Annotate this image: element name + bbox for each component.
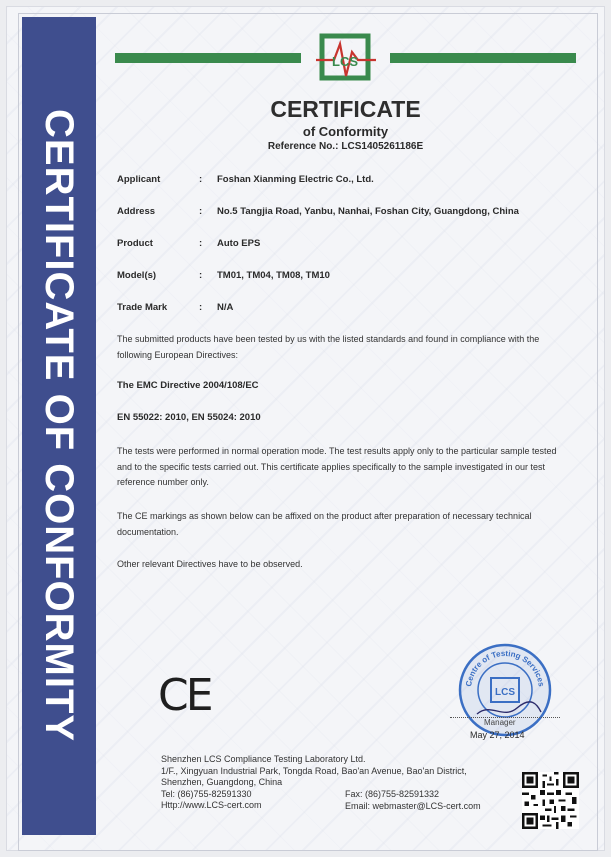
field-colon: : <box>199 238 203 249</box>
footer-web: Http://www.LCS-cert.com <box>161 800 262 811</box>
field-label: Address <box>117 206 156 217</box>
side-banner-title: CERTIFICATE OF CONFORMITY <box>37 109 81 743</box>
footer-email: Email: webmaster@LCS-cert.com <box>345 800 481 811</box>
footer-address-line-1: 1/F., Xingyuan Industrial Park, Tongda Road, Bao'an Avenue, Bao'an District, <box>161 765 467 776</box>
field-value: Foshan Xianming Electric Co., Ltd. <box>217 174 374 185</box>
reference-value: LCS1405261186E <box>341 141 424 152</box>
field-colon: : <box>199 270 203 281</box>
footer-address-line-2: Shenzhen, Guangdong, China <box>161 777 283 788</box>
header-bar-right <box>390 53 576 63</box>
page-subtitle: of Conformity <box>302 124 389 139</box>
page-title: CERTIFICATE <box>270 96 421 122</box>
qr-code-icon <box>522 772 579 829</box>
footer-contact <box>345 789 481 812</box>
header-bar-left <box>115 53 301 63</box>
field-value: N/A <box>217 302 234 313</box>
signatory-role: Manager <box>484 718 516 727</box>
logo-text: LCS <box>332 54 358 69</box>
field-label: Model(s) <box>117 270 157 281</box>
ce-note-paragraph: The CE markings as shown below can be affixed on the product after preparation of necessary technical documentation. <box>117 511 532 537</box>
directive-text: The EMC Directive 2004/108/EC <box>117 380 259 391</box>
field-value: No.5 Tangjia Road, Yanbu, Nanhai, Foshan City, Guangdong, China <box>217 206 519 217</box>
reference-label: Reference No.: <box>267 141 339 152</box>
tests-paragraph: The tests were performed in normal operation mode. The test results apply only to the particular sample tested and to the specific tests carried out. This certificate applies specifically to the sample investigated in our test reference number only. <box>117 446 557 487</box>
field-colon: : <box>199 206 203 217</box>
field-value: Auto EPS <box>217 238 261 249</box>
field-label: Product <box>117 238 153 249</box>
footer-tel: Tel: (86)755-82591330 <box>161 788 252 799</box>
field-value: TM01, TM04, TM08, TM10 <box>217 270 330 281</box>
stamp-logo-text: LCS <box>495 687 515 698</box>
field-colon: : <box>199 302 203 313</box>
other-directives-text: Other relevant Directives have to be observed. <box>117 559 303 569</box>
field-label: Applicant <box>117 174 161 185</box>
intro-paragraph: The submitted products have been tested by us with the listed standards and found in compliance with the following European Directives: <box>117 334 540 360</box>
stamp-text: Centre of Testing Services <box>464 648 546 688</box>
field-label: Trade Mark <box>117 302 168 313</box>
issue-date: May 27, 2014 <box>470 730 525 740</box>
field-colon: : <box>199 174 203 185</box>
footer-fax: Fax: (86)755-82591332 <box>345 789 440 799</box>
ce-mark: CE <box>158 670 211 721</box>
lcs-logo-icon <box>316 30 376 86</box>
standards-text: EN 55022: 2010, EN 55024: 2010 <box>117 412 261 423</box>
reference-line <box>115 141 576 152</box>
side-banner <box>22 17 96 835</box>
footer-company: Shenzhen LCS Compliance Testing Laboratory Ltd. <box>161 754 366 764</box>
